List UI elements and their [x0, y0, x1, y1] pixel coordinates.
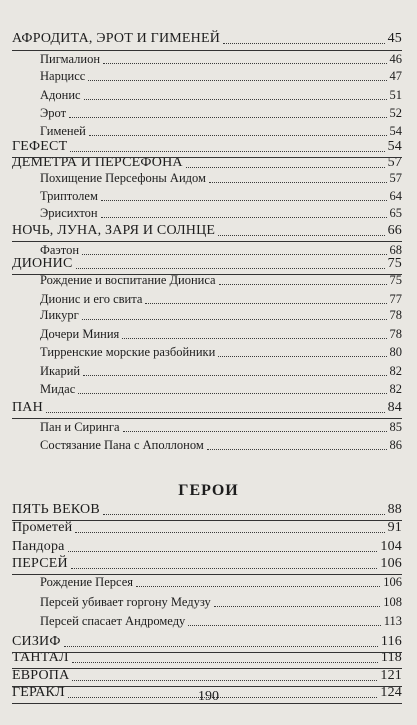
dot-leader [101, 217, 387, 218]
toc-entry-title: Пандора [12, 539, 65, 554]
section-rule [12, 241, 402, 242]
toc-entry-page: 80 [389, 345, 402, 359]
toc-entry-title: Эрисихтон [40, 206, 98, 220]
toc-entry-title: Триптолем [40, 189, 98, 203]
dot-leader [103, 63, 386, 64]
toc-entry-page: 124 [380, 685, 402, 700]
toc-entry-page: 68 [389, 243, 402, 257]
toc-entry [40, 593, 402, 611]
dot-leader [136, 586, 380, 587]
toc-entry [12, 555, 402, 573]
toc-entry-title: ТАНТАЛ [12, 650, 69, 665]
toc-entry [40, 436, 402, 454]
section-rule [12, 50, 402, 51]
dot-leader [75, 532, 384, 533]
toc-entry-page: 104 [380, 539, 402, 554]
section-rule [12, 157, 402, 158]
toc-entry-title: ПЯТЬ ВЕКОВ [12, 502, 100, 517]
section-rule [12, 668, 402, 669]
toc-entry-title: Персей спасает Андромеду [40, 614, 186, 628]
toc-entry-title: Прометей [12, 520, 73, 535]
section-rule [12, 418, 402, 419]
toc-entry [40, 343, 402, 361]
toc-entry-page: 57 [387, 155, 402, 170]
toc-entry-title: Пигмалион [40, 52, 101, 66]
section-rule [12, 574, 402, 575]
toc-entry-title: Фаэтон [40, 243, 80, 257]
toc-entry-title: Ликург [40, 308, 79, 322]
toc-entry-title: Эрот [40, 106, 67, 120]
dot-leader [82, 319, 387, 320]
dot-leader [218, 356, 386, 357]
toc-entry [40, 325, 402, 343]
section-rule [12, 686, 402, 687]
section-rule [12, 274, 402, 275]
toc-entry [40, 50, 402, 68]
toc-entry-page: 78 [389, 308, 402, 322]
dot-leader [219, 284, 387, 285]
toc-entry [40, 169, 402, 187]
toc-entry-page: 46 [389, 52, 402, 66]
dot-leader [103, 514, 385, 515]
dot-leader [72, 662, 378, 663]
toc-entry-title: ПЕРСЕЙ [12, 556, 68, 571]
toc-entry [40, 104, 402, 122]
toc-entry-page: 82 [389, 382, 402, 396]
toc-entry-page: 47 [389, 69, 402, 83]
toc-entry-title: Дочери Миния [40, 327, 120, 341]
toc-entry [12, 538, 402, 556]
toc-entry-page: 77 [389, 292, 402, 306]
toc-entry-page: 57 [389, 171, 402, 185]
toc-entry-title: Рождение Персея [40, 575, 133, 589]
toc-entry [12, 222, 402, 240]
toc-entry-page: 75 [389, 273, 402, 287]
toc-entry [12, 501, 402, 519]
dot-leader [223, 43, 385, 44]
dot-leader [214, 606, 380, 607]
dot-leader [71, 568, 378, 569]
dot-leader [101, 200, 387, 201]
toc-entry-title: ЕВРОПА [12, 668, 70, 683]
toc-entry-page: 52 [389, 106, 402, 120]
dot-leader [78, 393, 386, 394]
toc-entry-page: 106 [383, 575, 402, 589]
toc-entry [12, 30, 402, 48]
toc-entry-title: ПАН [12, 400, 43, 415]
section-rule [12, 520, 402, 521]
dot-leader [70, 151, 384, 152]
toc-entry-title: Гименей [40, 124, 86, 138]
toc-entry [12, 519, 402, 537]
toc-entry-title: ДЕМЕТРА И ПЕРСЕФОНА [12, 155, 183, 170]
toc-entry-page: 54 [389, 124, 402, 138]
toc-entry-title: Тирренские морские разбойники [40, 345, 216, 359]
dot-leader [88, 80, 386, 81]
toc-entry-page: 116 [380, 634, 402, 649]
toc-entry [40, 86, 402, 104]
toc-entry-page: 66 [387, 223, 402, 238]
toc-entry-title: НОЧЬ, ЛУНА, ЗАРЯ И СОЛНЦЕ [12, 223, 216, 238]
dot-leader [89, 135, 387, 136]
dot-leader [84, 99, 387, 100]
toc-entry-page: 45 [387, 31, 402, 46]
toc-entry [40, 306, 402, 324]
toc-entry-page: 113 [383, 614, 402, 628]
dot-leader [46, 412, 385, 413]
toc-entry-title: ДИОНИС [12, 256, 73, 271]
toc-entry-title: СИЗИФ [12, 634, 61, 649]
dot-leader [76, 268, 385, 269]
dot-leader [64, 646, 378, 647]
toc-entry [12, 667, 402, 685]
toc-entry-title: Персей убивает горгону Медузу [40, 595, 211, 609]
toc-entry [40, 418, 402, 436]
toc-entry-page: 75 [387, 256, 402, 271]
toc-entry-page: 118 [380, 650, 402, 665]
toc-entry-page: 54 [387, 139, 402, 154]
toc-entry-title: Пан и Сиринга [40, 420, 120, 434]
dot-leader [186, 167, 385, 168]
toc-entry-page: 51 [389, 88, 402, 102]
toc-entry-page: 108 [383, 595, 402, 609]
dot-leader [145, 303, 386, 304]
toc-entry-page: 84 [387, 400, 402, 415]
toc-entry-page: 91 [387, 520, 402, 535]
toc-entry-page: 82 [389, 364, 402, 378]
heroes-heading: ГЕРОИ [178, 482, 239, 499]
toc-entry-title: Мидас [40, 382, 76, 396]
toc-entry-page: 86 [389, 438, 402, 452]
toc-entry-title: АФРОДИТА, ЭРОТ И ГИМЕНЕЙ [12, 31, 221, 46]
dot-leader [122, 338, 386, 339]
dot-leader [68, 551, 378, 552]
toc-entry-title: Рождение и воспитание Диониса [40, 273, 216, 287]
toc-entry [40, 187, 402, 205]
toc-entry [40, 573, 402, 591]
dot-leader [218, 235, 384, 236]
toc-entry-page: 65 [389, 206, 402, 220]
toc-entry-title: ГЕРАКЛ [12, 685, 65, 700]
toc-entry-page: 88 [387, 502, 402, 517]
toc-entry-page: 121 [380, 668, 402, 683]
dot-leader [207, 449, 387, 450]
toc-entry-page: 85 [389, 420, 402, 434]
toc-entry-page: 64 [389, 189, 402, 203]
dot-leader [72, 680, 377, 681]
dot-leader [83, 375, 386, 376]
toc-entry [40, 67, 402, 85]
section-rule [12, 652, 402, 653]
dot-leader [209, 182, 387, 183]
dot-leader [123, 431, 387, 432]
page-number: 190 [198, 689, 219, 704]
toc-entry-title: Нарцисс [40, 69, 86, 83]
toc-entry-title: Адонис [40, 88, 81, 102]
toc-entry [40, 204, 402, 222]
dot-leader [188, 625, 380, 626]
toc-entry-title: Состязание Пана с Аполлоном [40, 438, 204, 452]
toc-entry-title: ГЕФЕСТ [12, 139, 68, 154]
toc-entry [40, 380, 402, 398]
toc-entry [12, 399, 402, 417]
dot-leader [69, 117, 386, 118]
toc-entry-page: 106 [380, 556, 402, 571]
toc-entry-page: 78 [389, 327, 402, 341]
toc-entry [40, 362, 402, 380]
toc-entry-title: Похищение Персефоны Аидом [40, 171, 206, 185]
toc-entry-title: Дионис и его свита [40, 292, 143, 306]
toc-entry [40, 612, 402, 630]
toc-entry-title: Икарий [40, 364, 81, 378]
